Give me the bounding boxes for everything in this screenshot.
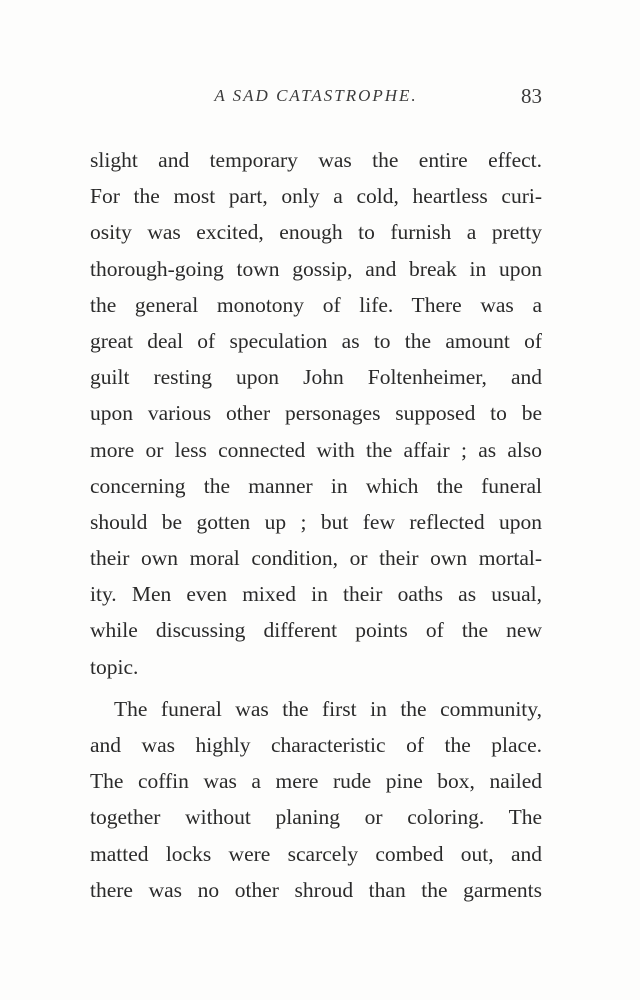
text-line: should be gotten up ; but few reflected upon xyxy=(90,509,542,534)
text-line: their own moral condition, or their own mortal- xyxy=(90,546,542,571)
text-line: The funeral was the first in the community, xyxy=(114,696,542,721)
text-line: For the most part, only a cold, heartless curi- xyxy=(90,184,542,209)
text-line: more or less connected with the affair ; as also xyxy=(90,437,542,462)
text-line: and was highly characteristic of the place. xyxy=(90,733,542,757)
text-line: together without planing or coloring. The xyxy=(90,805,542,830)
text-line: upon various other personages supposed to be xyxy=(90,401,542,426)
text-line: concerning the manner in which the funeral xyxy=(90,473,542,498)
text-line: thorough-going town gossip, and break in upon xyxy=(90,256,542,281)
page-number: 83 xyxy=(521,84,542,108)
text-line: ity. Men even mixed in their oaths as usual, xyxy=(90,582,542,607)
body-text xyxy=(90,142,542,908)
text-line: osity was excited, enough to furnish a pretty xyxy=(90,220,542,245)
text-line: the general monotony of life. There was a xyxy=(90,292,542,317)
text-line: topic. xyxy=(90,654,139,679)
paragraph-1 xyxy=(90,142,542,685)
running-title: A SAD CATASTROPHE. xyxy=(214,86,418,105)
text-line: guilt resting upon John Foltenheimer, and xyxy=(90,365,542,390)
text-line: slight and temporary was the entire effect. xyxy=(90,148,542,172)
text-line: matted locks were scarcely combed out, and xyxy=(90,841,542,866)
running-head xyxy=(90,86,542,116)
paragraph-2 xyxy=(90,691,542,908)
text-line: there was no other shroud than the garments xyxy=(90,877,542,902)
text-line: great deal of speculation as to the amount of xyxy=(90,328,542,353)
text-line: The coffin was a mere rude pine box, nailed xyxy=(90,769,542,794)
text-line: while discussing different points of the new xyxy=(90,618,542,643)
